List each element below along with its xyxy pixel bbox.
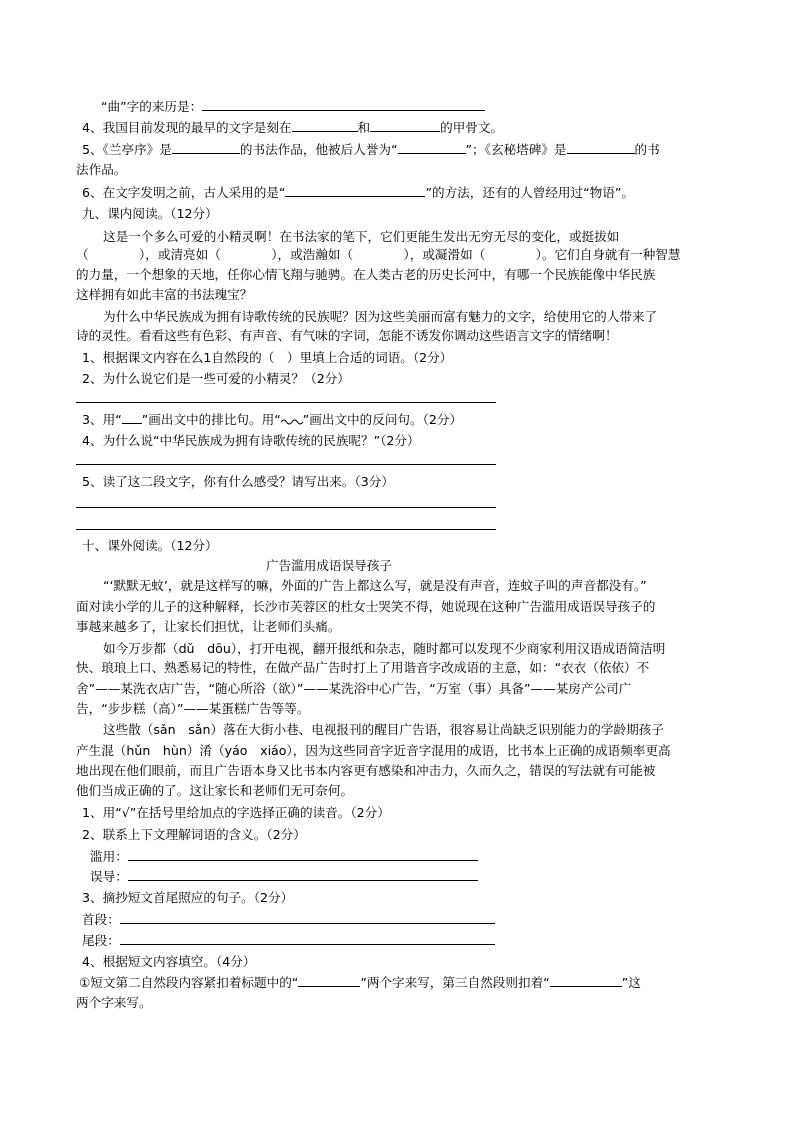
question-text: 2、联系上下文理解词语的含义。（2分） [82,827,306,842]
question-text: 的甲骨文。 [440,120,504,135]
answer-blank[interactable] [128,868,478,881]
passage-line: 他们当成正确的了。这让家长和老师们无可奈何。 [76,783,354,798]
question-text: ”；《玄秘塔碑》是 [465,142,567,157]
passage-line: 告，“步步糕（高）”——某蛋糕广告等等。 [76,701,310,716]
question-text: ”这 [621,975,641,990]
passage-line: 产生混（hǔn hùn）淆（yáo xiáo），因为这些同音字近音字混用的成语，比书本上正确的成语频率更高 [76,743,671,758]
passage-line: “‘默默无蚊’，就是这样写的嘛，外面的广告上都这么写，就是没有声音，连蚊子叫的声音都没有。” [103,578,647,593]
question-qu-origin [101,97,485,116]
question-text: “曲”字的来历是： [101,99,203,114]
question-text: ”的方法，还有的人曾经用过“物语”。 [425,185,634,200]
question-text: 3、摘抄短文首尾照应的句子。（2分） [82,890,294,905]
answer-line[interactable] [76,402,496,403]
question-text: 1、根据课文内容在么1自然段的（ ）里填上合适的词语。（2分） [82,350,453,365]
straight-underline-sample [122,411,142,424]
answer-blank[interactable] [128,848,478,861]
answer-line[interactable] [76,507,496,508]
passage-line: 诗的灵性。看看这些有色彩、有声音、有气味的字词，怎能不诱发你调动这些语言文字的情绪啊！ [76,328,618,343]
passage-line: 为什么中华民族成为拥有诗歌传统的民族呢？因为这些美丽而富有魅力的文字，给使用它的人带来了 [103,309,658,324]
question-4 [82,118,503,137]
answer-label-shou [82,910,495,929]
question-text: 4、根据短文内容填空。（4分） [82,954,256,969]
section-heading: 九、课内阅读。（12分） [82,206,218,221]
label: 误导： [90,869,128,884]
answer-blank[interactable] [285,184,425,197]
question-5 [82,140,660,159]
passage-line: 的力量，一个想象的天地，任你心情飞翔与驰骋。在人类古老的历史长河中，有哪一个民族能像中华民族 [76,267,656,282]
answer-blank[interactable] [398,141,466,154]
answer-label-wudao [90,867,478,886]
question-3 [82,410,462,429]
answer-blank[interactable] [120,911,495,924]
question-4-fill [79,973,641,992]
section-heading: 十、课外阅读。（12分） [82,538,218,553]
question-5-cont [76,160,126,179]
question-text: ”画出文中的反问句。（2分） [302,412,463,427]
passage-line: 这是一个多么可爱的小精灵啊！在书法家的笔下，它们更能生发出无穷无尽的变化，或挺拔如 [103,229,620,244]
passage-line: 快、琅琅上口、熟悉易记的特性，在做产品广告时打上了用谐音字改成语的主意，如：“衣衣（依依）不 [76,660,650,675]
passage-line: 地出现在他们眼前，而且广告语本身又比书本内容更有感染和冲击力，久而久之，错误的写法就有可能被 [76,763,656,778]
question-text: 4、为什么说“中华民族成为拥有诗歌传统的民族呢？”（2分） [82,433,420,448]
question-text: 的书法作品，他被后人誉为“ [239,142,398,157]
answer-label-wei [82,931,495,950]
passage-line: 舍”——某洗衣店广告，“随心所浴（欲）”——某洗浴中心广告，“万室（事）具备”——某房产公司广 [76,681,632,696]
question-text: 法作品。 [76,162,127,177]
answer-line[interactable] [76,464,496,465]
question-text: 两个字来写。 [76,995,152,1010]
passage-line: 这些散（sǎn sǎn）落在大街小巷、电视报刊的醒目广告语，很容易让尚缺乏识别能力的学龄期孩子 [103,722,664,737]
question-6 [82,183,634,202]
question-text: 的书 [634,142,660,157]
answer-blank[interactable] [202,98,485,111]
question-text: 1、用“√”在括号里给加点的字选择正确的读音。（2分） [82,805,390,820]
question-text: 5、《兰亭序》是 [82,142,172,157]
label: 尾段： [82,933,120,948]
label: 滥用： [90,849,128,864]
answer-line[interactable] [76,529,496,530]
question-text: 4、我国目前发现的最早的文字是刻在 [82,120,292,135]
question-text: 3、用“ [82,412,122,427]
label: 首段： [82,912,120,927]
answer-blank[interactable] [172,141,240,154]
question-text: ”两个字来写，第三自然段则扣着“ [360,975,550,990]
question-text: ”画出文中的排比句。用“ [141,412,281,427]
question-text: 2、为什么说它们是一些可爱的小精灵？（2分） [82,371,350,386]
answer-label-lanyong [90,847,478,866]
passage-line: 这样拥有如此丰富的书法瑰宝？ [76,287,253,302]
answer-blank[interactable] [550,974,622,987]
article-title: 广告滥用成语误导孩子 [266,558,392,573]
question-text: 和 [357,120,371,135]
passage-line: 事越来越多了，让家长们担忧，让老师们头痛。 [76,619,341,634]
wavy-underline-sample [281,417,303,425]
passage-line: 面对读小学的儿子的这种解释，长沙市芙蓉区的杜女士哭笑不得，她说现在这种广告滥用成语误导孩子的 [76,599,656,614]
answer-blank[interactable] [567,141,635,154]
question-text: 6、在文字发明之前，古人采用的是“ [82,185,286,200]
answer-blank[interactable] [370,119,440,132]
question-text: ①短文第二自然段内容紧扣着标题中的“ [79,975,299,990]
question-text: 5、读了这二段文字，你有什么感受？请写出来。（3分） [82,474,394,489]
answer-blank[interactable] [120,932,495,945]
passage-line: 如今万步都（dǔ dōu），打开电视，翻开报纸和杂志，随时都可以发现不少商家利用汉语成语简洁明 [103,641,666,656]
answer-blank[interactable] [298,974,360,987]
passage-line: （ ），或清亮如（ ），或浩瀚如（ ），或凝滑如（ ）。它们自身就有一种智慧 [76,247,681,262]
answer-blank[interactable] [292,119,358,132]
